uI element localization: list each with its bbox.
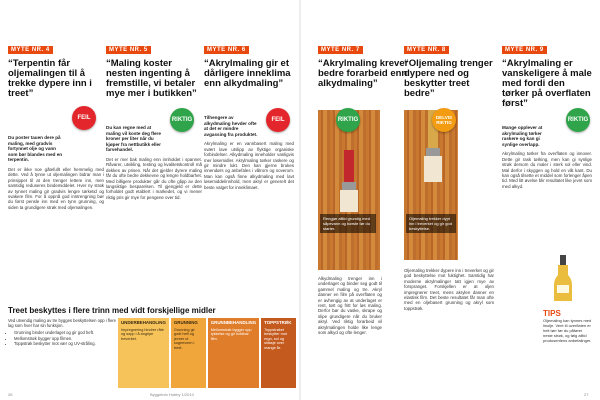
myth-lead: Du kan regne med at maling vil koste deg flere kroner per liter når du kjøper fra nettbutikk eller farvehandel.: [106, 125, 161, 153]
verdict-badge-true: RIKTIG: [170, 108, 194, 132]
page-number-left: 26: [8, 392, 13, 397]
myth-title: “Akrylmaling er vanskeligere å male med fordi den tørker på overflaten først”: [502, 58, 592, 109]
layer-card: [261, 318, 296, 388]
myth-body: Akrylmaling tørker fra overflaten og innover. Dette gir rask tørking, men kan gi synlige strøk dersom du maler i sterk sol eller vind. Mal derfor i skyggen og hold en våt kant. Du kan også tilsette et middel som forlenger åpen tid. Med litt øvelse blir resultatet like jevnt som med alkyd.: [502, 151, 592, 189]
myth-body: Oljemaling trekker dypere inn i treverket og gir god beskyttelse mot fuktighet. Samtidig har moderne akrylmalinger tatt igjen mye av forspranget. Forskjellen er at oljen impregnerer treet, mens akrylen danner en elastisk film. Det beste resultatet får man ofte med en oljebasert grunning og akryl som toppstrøk.: [404, 268, 494, 311]
layer-card-title: TOPPSTRØK: [264, 320, 292, 325]
bullet: • Grunning binder underlaget og gir god heft.: [14, 330, 116, 335]
magazine-footer: Byggeinfo Hobby 1/2010: [150, 392, 194, 397]
myth-label: MYTE NR. 5: [106, 46, 151, 54]
bullet: • Toppstrøk beskytter mot vær og UV-stråling.: [14, 341, 116, 346]
bullet: • Mellomstrøk bygger opp filmen.: [14, 336, 116, 341]
section-intro: [8, 318, 116, 346]
layer-card-title: GRUNNING: [173, 320, 198, 325]
verdict-badge-true: RIKTIG: [336, 108, 360, 132]
layer-card-title: UNDERBEHANDLING: [121, 320, 166, 325]
myth-lead: Du poster tauen dere på maling, med gradvis fortynnet olje og vann som bør blandes med en terpentin.: [8, 135, 63, 163]
myth-column-8: [404, 38, 500, 300]
layer-card: [171, 318, 206, 388]
layer-card-title: GRUNNBEHANDLING: [210, 320, 257, 325]
myth-label: MYTE NR. 8: [404, 46, 449, 54]
myth-title: “Akrylmaling krever bedre forarbeid enn alkydmaling”: [318, 58, 409, 89]
oil-bottle-icon: [552, 255, 574, 303]
tips-title: TIPS: [543, 309, 561, 318]
myth-title: “Terpentin får oljemalingen til å trekke dypere inn i treet”: [8, 58, 92, 99]
myth-label: MYTE NR. 4: [8, 46, 53, 54]
myth-body: Alkydmaling trenger inn i underlaget og binder seg godt til gammel maling og tre. Akryl danner en film på overflaten og er avhengig av at underlaget er rent, tørt og fritt for løs maling. Derfor bør du vaske, skrape og slipe grundigere når du bruker akryl. Ved riktig forarbeid vil akrylmalingen holde like lenge som alkyd og ofte lenger.: [318, 276, 382, 336]
layer-card: [208, 318, 259, 388]
photo-caption: Rengjør alltid grundig med såpevann og børste før du starter.: [320, 214, 376, 233]
myth-column-7: [318, 38, 416, 300]
myth-lead: Tilhengere av alkydmaling hevder ofte at det er mindre avgassing fra produktet.: [204, 115, 258, 137]
tips-box: [540, 308, 596, 392]
verdict-badge-false: FEIL: [266, 108, 290, 132]
tips-text: Oljemaling kan tynnes med linolje. Vent til overflaten er helt tørr før du påfører neste strøk, og følg alltid produsentens anbefalinger.: [543, 318, 592, 343]
section-title: Treet beskyttes i flere trinn med vidt forskjellige midler: [8, 306, 216, 315]
myth-column-4: [8, 38, 108, 300]
myth-body: Det er ikke noe gåtefullt eller hemmelig med dette. Ved å tynne ut oljemalingen bidrar man i prinsippet til at den trenger lettere inn, men samtidig reduseres bindemiddelet. Hver ny strøk av tynnet maling gir gradvis lengre tørketid og svakere film. For å oppnå god inntrengning bør du først pensle inn med en tynn grunning, og siden ta grundigere strøk med oljemalingen.: [8, 166, 104, 210]
myth-column-5: [106, 38, 206, 300]
page-gutter: [299, 0, 301, 400]
layer-card-text: Impregnering hindrer råte og sopp i å angripe treverket.: [121, 327, 164, 341]
myth-column-6: [204, 38, 298, 300]
layer-cards: [118, 318, 296, 388]
myth-column-9: [502, 38, 596, 300]
layer-card-text: Grunning gir godt heft og jevner ut sugeevnen i treet.: [173, 327, 195, 350]
myth-title: “Oljemaling trenger dypere ned og beskytter treet bedre”: [404, 58, 493, 99]
verdict-badge-partly: DELVIS RIKTIG: [432, 108, 456, 132]
myth-title: “Akrylmaling gir et dårligere inneklima enn alkydmaling”: [204, 58, 291, 89]
verdict-badge-true: RIKTIG: [566, 108, 590, 132]
layer-card-text: Mellomstrøk bygger opp tykkelse og gir holdbar film.: [210, 327, 252, 341]
myth-title: “Maling koster nesten ingenting å fremstille, vi betaler mye mer i butikken”: [106, 58, 197, 99]
photo-caption: Oljemaling trekker dypt inn i treverket og gir god beskyttelse.: [406, 214, 456, 233]
myth-label: MYTE NR. 7: [318, 46, 363, 54]
section-intro-text: Ved utvendig maling av tre bygges beskyttelsen opp i flere lag som hver har sin funksjon.: [8, 318, 117, 329]
verdict-badge-false: FEIL: [72, 106, 96, 130]
myth-body: Det er mer bak maling enn innholdet i spannet. Råvarer, utvikling, testing og kvalitetskontroll må dekkes av prisen. Når det gjelder dyrere maling får du ofte bedre dekkevne og lengre holdbarhet. Med billigere produkter går du ofte glipp av den langsiktige besparelsen. Til gjengjeld er dette forholdet godt etablert i markedet, og vi mener riktig pris gir mye for pengene over tid.: [106, 156, 202, 200]
myth-lead: Mange opplever at akrylmaling tørker raskere og kan gi synlige overlapp.: [502, 125, 543, 147]
myth-body: Akrylmaling er en vannbasert maling med svært lave utslipp av flyktige organiske forbindelser. Alkydmaling inneholder vanligvis mer løsemidler. Akrylmaling tørker raskere og gir mindre lukt. Den kan gjerne brukes innendørs og anbefales i våtrom og soverom. Man kan også finne alkydmaling med lavt løsemiddelinnhold, men akryl er generelt det beste valget for inneklimaet.: [204, 141, 294, 190]
layer-card-text: Toppstrøket beskytter mot regn, sol og slitasje over mange år.: [264, 327, 287, 350]
myth-label: MYTE NR. 9: [502, 46, 547, 54]
myth-label: MYTE NR. 6: [204, 46, 249, 54]
layer-card: [118, 318, 169, 388]
page-number-right: 27: [584, 392, 589, 397]
